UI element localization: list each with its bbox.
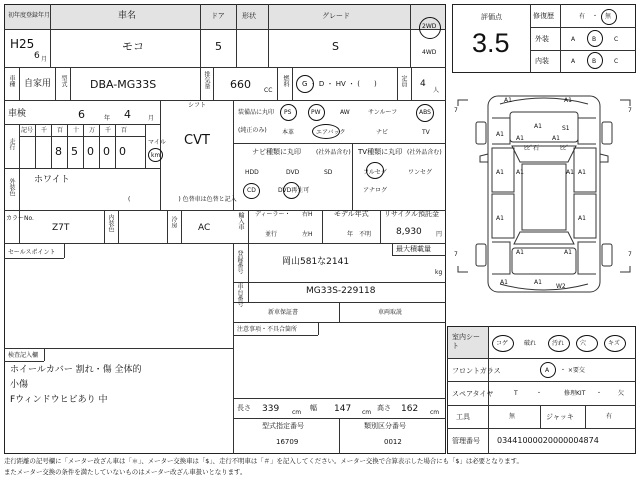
tv-note: (社外品含む) [407,149,442,156]
diagram-corner-mark: 7 [454,251,458,258]
recycle-label: リサイクル預託金 [384,210,440,218]
navi-note: (社外品含む) [316,149,351,156]
tv-fullseg: フルセグ [363,169,387,176]
capacity: 4 [420,79,426,89]
height-label: 高さ [377,404,391,412]
navi-hdd: HDD [245,169,259,176]
unit-mile: マイル [148,139,166,146]
unit-km: km [151,152,161,159]
class-label: 類別区分番号 [364,422,406,430]
mileage-unit-label: 千 [41,127,48,134]
mileage-unit-label: 万 [89,127,96,134]
exterior-note: ( ) 色替車は色替と記入 [128,196,237,203]
diagram-corner-mark: 7 [454,107,458,114]
sales-point-label: セールスポイント [8,249,56,256]
ac: AC [198,223,211,233]
diagram-mark: S1 [562,125,570,132]
car-name: モコ [122,40,144,53]
diagram-mark: A1 [566,169,574,176]
footer-line-2: またメーター交換の条件を満たしていないものはメーター改ざん車扱いとなります。 [4,468,247,476]
navi-cd: CD [247,187,256,194]
spare-missing: 欠 [618,390,625,397]
spare-sep2: ・ [596,390,603,397]
grade-label: グレード [322,12,350,20]
usage-label: 車種 [8,75,15,87]
grade-ext-a: A [571,36,576,43]
mileage-unit-label: 十 [73,127,80,134]
spare-sep1: ・ [536,390,543,397]
diagram-mark: A1 [504,97,512,104]
mileage-unit-label: 記号 [21,127,34,134]
displacement: 660 [230,78,251,91]
length: 339 [262,404,280,414]
chassis-label: 車台番号 [236,283,243,307]
import-left-h: 左H [302,231,313,238]
equip-pw: PW [311,109,321,116]
equip-abs: ABS [419,109,431,116]
mileage-unit-label: 百 [121,127,128,134]
footer-line-1: 走行距離の記号欄に「メーター改ざん車は「＊」、メーター交換車は「$」、走行不明車は「＃」を記入してください。メーター交換で合算表示した場合にも「$」は必要となります。 [4,457,523,465]
class-value: 0012 [384,438,402,446]
equipment-note-label: 注意事項・不具合箇所 [237,326,298,333]
mileage-digit: 0 [87,145,94,158]
repair-sep: ・ [592,13,599,20]
repair-label: 修復歴 [533,12,554,20]
first-reg-year: H25 [10,37,35,51]
diagram-mark: A1 [500,279,508,286]
tools-label: 工具 [456,413,470,421]
score-label: 評価点 [481,13,502,21]
inspector-label: 検査記入欄 [8,352,39,359]
spare-label: スペアタイヤ [452,390,494,398]
grade-int-b: B [592,58,597,65]
shift-label: シフト [188,102,207,109]
diagram-mark: A1 [496,131,504,138]
repair-no: 無 [605,13,612,20]
model-year: 年 不明 [347,231,372,238]
seat-option: 破れ [524,340,537,347]
capacity-unit: 人 [433,87,440,94]
import-dealer: ディーラー・ [255,211,291,218]
management-value: 03441000020000004874 [497,436,599,445]
diagram-mark: A1 [496,215,504,222]
car-diagram-svg [452,78,636,322]
color-code-label: カラーNo. [6,215,34,222]
length-cm: cm [292,409,302,416]
recycle-value: 8,930 [396,227,422,237]
import-label: 輸入車 [237,212,244,230]
capacity-label: 定員 [400,75,407,87]
registration-label: 登録番号 [236,250,243,274]
equip-tv: TV [422,129,430,136]
height: 162 [401,404,419,414]
exterior-color: ホワイト [34,175,70,185]
diagram-mark: A1 [534,279,542,286]
mileage-digit: 0 [119,145,126,158]
repair-yes: 有 [579,13,586,20]
tv-title: TV種類に丸印 [358,148,403,156]
equip-navi: ナビ [376,129,389,136]
glass-a: A [545,367,550,374]
note-line-1: ホイールカバー 割れ・傷 全体的 [10,365,142,375]
inspection-month-unit: 月 [148,115,155,122]
jack-label: ジャッキ [546,413,574,421]
inspection-year-unit: 年 [104,115,111,122]
spare-kit: 修理KIT [564,390,586,397]
grade-ext-b: B [592,36,597,43]
spare-t: T [514,390,518,397]
import-right-h: 右H [302,211,313,218]
chassis: MG33S-229118 [306,286,376,296]
fuel-options: G ・ D ・ HV ・ ( ) [302,80,377,88]
first-reg-label: 初年度登録年月 [8,12,51,19]
ac-label: 冷房 [170,216,177,228]
diagram-mark: A1 [578,215,586,222]
equip-aw: AW [340,109,350,116]
first-reg-month: 6 [34,51,40,61]
inspection-year: 6 [78,108,85,121]
equip-ps: PS [284,109,292,116]
grade-exterior-label: 外装 [535,35,549,43]
usage: 自家用 [24,79,52,89]
grade: S [332,40,339,53]
seat-option: コゲ [496,340,509,347]
cc-unit: CC [264,87,273,94]
seat-option: 穴 [580,340,587,347]
diagram-mark: A1 [516,169,524,176]
diagram-corner-mark: 7 [628,107,632,114]
seat-label: 室内シート [452,333,480,351]
door-count: 5 [215,40,222,53]
shift: CVT [184,133,210,148]
tv-analog: アナログ [363,187,388,194]
shape-label: 形状 [242,12,256,20]
warranty-label: 新車保証書 [268,309,299,316]
diagram-mark: ﾋﾋﾞ石 [524,145,540,152]
height-cm: cm [430,409,440,416]
grade-ext-c: C [614,36,619,43]
inspection-month: 4 [124,108,131,121]
diagram-mark: W2 [556,283,566,290]
management-label: 管理番号 [452,437,480,445]
kg: kg [435,269,443,276]
mileage-unit-label: 百 [57,127,64,134]
navi-sd: SD [324,169,333,176]
diagram-mark: A1 [564,249,572,256]
equip-leather: 本革 [282,129,295,136]
fuel-label: 燃料 [282,75,289,87]
diagram-mark: A1 [552,135,560,142]
grade-int-c: C [614,58,619,65]
seat-option: 汚れ [552,340,565,347]
inspection-label: 車検 [8,109,27,119]
mileage-unit-label: 千 [105,127,112,134]
diagram-mark: A1 [534,123,542,130]
mileage-digit: 8 [55,145,62,158]
grade-interior-label: 内装 [535,57,549,65]
equipment-label: 装備品に丸印 [238,109,275,116]
diagram-mark: A1 [516,135,524,142]
diagram-mark: A1 [578,169,586,176]
type-spec: 16709 [276,438,299,446]
drive-4wd: 4WD [422,49,437,56]
tools: 無 [509,413,516,420]
diagram-corner-mark: 7 [628,251,632,258]
diagram-mark: A1 [496,169,504,176]
diagram-mark: ﾋﾋﾞ [560,145,570,152]
width-label: 幅 [310,404,317,412]
car-name-label: 車名 [118,11,137,21]
note-line-2: 小傷 [10,380,29,390]
registration-value: 岡山581な2141 [282,257,350,267]
manual-label: 車両取説 [378,309,403,316]
first-reg-month-unit: 月 [41,56,48,63]
mileage-digit: 5 [71,145,78,158]
navi-title: ナビ種類に丸印 [252,148,301,156]
width-cm: cm [362,409,372,416]
mileage-label: 走行 [8,138,15,150]
note-line-3: Fウィンドウヒビあり 中 [10,395,108,405]
type-spec-label: 型式指定番号 [262,422,304,430]
tv-oneseg: ワンセグ [408,169,433,176]
mileage-digit: 0 [103,145,110,158]
car-diagram [452,78,636,322]
grade-int-a: A [571,58,576,65]
glass-replace: ・ ×要交 [560,367,585,374]
max-load-label: 最大積載量 [396,245,431,253]
door-label: ドア [211,12,225,20]
jack: 有 [606,413,613,420]
drive-2wd: 2WD [422,23,437,30]
model-label: 型式 [60,75,67,87]
width: 147 [334,404,352,414]
yen: 円 [436,231,443,238]
equip-sunroof: サンルーフ [368,109,398,116]
length-label: 長さ [237,404,251,412]
interior-color-label: 内装色 [107,214,114,232]
front-glass-label: フロントガラス [452,367,501,375]
seat-option: キズ [608,340,620,347]
import-parallel: 並行 [265,231,278,238]
equip-airbag: エアバック [316,129,346,136]
equipment-sublabel: (純正のみ) [238,127,267,134]
model: DBA-MG33S [90,78,157,91]
navi-dvd: DVD [286,169,300,176]
exterior-label: 外装色 [8,178,15,196]
diagram-mark: A1 [516,249,524,256]
displacement-label: 排気量 [203,71,210,89]
model-year-label: モデル年式 [334,210,369,218]
score: 3.5 [472,28,510,58]
navi-dvd-play: DVD再生可 [278,187,310,194]
color-code: Z7T [52,223,70,233]
diagram-mark: A1 [564,97,572,104]
